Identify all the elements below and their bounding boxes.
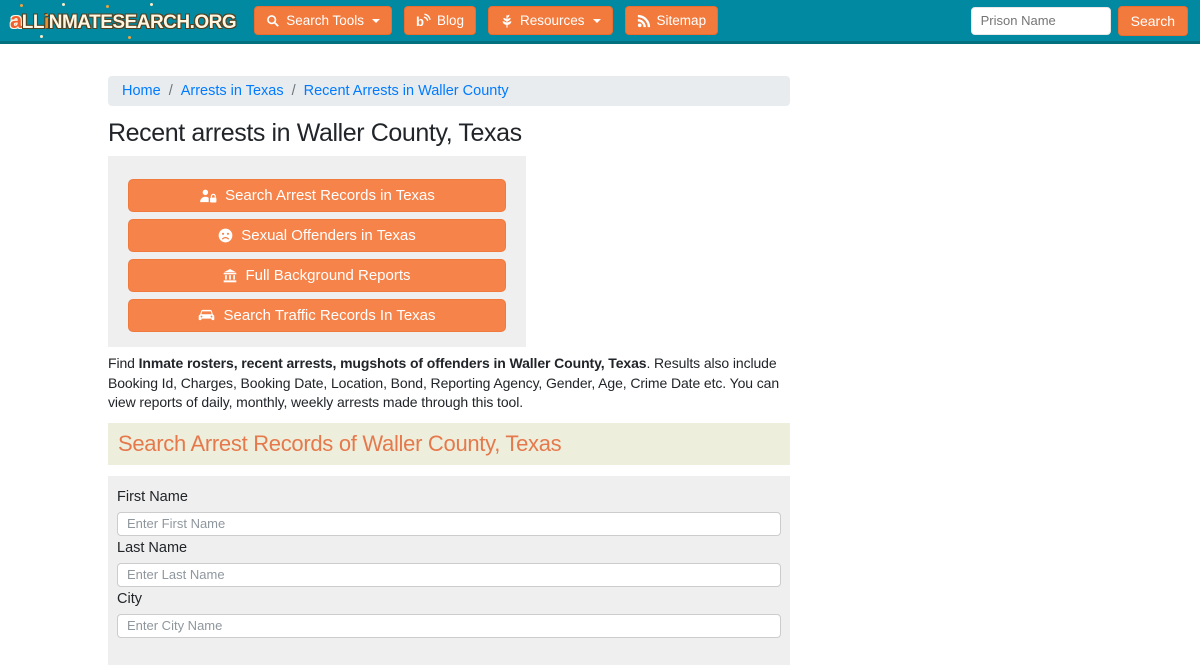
navbar-search-group — [971, 6, 1190, 36]
full-background-reports-button[interactable] — [128, 259, 506, 292]
frown-face-icon — [218, 228, 233, 243]
intro-paragraph — [108, 354, 790, 413]
top-navbar — [0, 0, 1200, 44]
chevron-down-icon — [593, 19, 601, 23]
prison-name-input[interactable] — [971, 7, 1111, 35]
breadcrumb-separator: / — [168, 83, 173, 99]
quick-link-label: Sexual Offenders in Texas — [241, 227, 416, 244]
breadcrumb — [108, 76, 790, 106]
nav-button-blog[interactable] — [404, 6, 476, 35]
quick-link-label: Search Arrest Records in Texas — [225, 187, 435, 204]
nav-button-label: Sitemap — [656, 13, 707, 28]
site-logo[interactable] — [10, 7, 237, 33]
form-group-last-name — [117, 540, 781, 587]
quick-link-label: Full Background Reports — [245, 267, 411, 284]
car-icon — [198, 309, 215, 322]
pagelines-icon — [500, 14, 514, 28]
logo-dot — [40, 35, 43, 38]
quick-link-label: Search Traffic Records In Texas — [223, 307, 436, 324]
intro-bold: Inmate rosters, recent arrests, mugshots of offenders in Waller County, Texas — [138, 355, 647, 371]
sexual-offenders-button[interactable] — [128, 219, 506, 252]
last-name-input[interactable] — [117, 563, 781, 587]
intro-rest: . Results also include Booking Id, Charges, Booking Date, Location, Bond, Reporting Agency, Gender, Age, Crime Date etc. You can view reports of daily, monthly, weekly arrests made through this tool. — [108, 355, 780, 410]
first-name-input[interactable] — [117, 512, 781, 536]
user-lock-icon — [199, 189, 217, 203]
search-traffic-records-button[interactable] — [128, 299, 506, 332]
search-section-heading: Search Arrest Records of Waller County, Texas — [118, 430, 562, 456]
search-section-heading-bar — [108, 423, 790, 465]
breadcrumb-link-recent-arrests-waller[interactable]: Recent Arrests in Waller County — [303, 83, 509, 99]
nav-button-search-tools[interactable] — [254, 6, 392, 35]
first-name-label: First Name — [117, 488, 188, 505]
breadcrumb-link-home[interactable]: Home — [122, 83, 161, 99]
quick-links-panel — [108, 156, 526, 347]
form-group-first-name — [117, 489, 781, 536]
logo-dot — [106, 5, 109, 8]
search-arrest-records-button[interactable] — [128, 179, 506, 212]
city-input[interactable] — [117, 614, 781, 638]
nav-button-label: Search Tools — [286, 13, 364, 28]
nav-button-sitemap[interactable] — [625, 6, 719, 35]
nav-button-label: Blog — [436, 13, 465, 28]
logo-text: LL — [21, 11, 44, 33]
last-name-label: Last Name — [117, 539, 188, 556]
logo-dot — [20, 4, 23, 7]
logo-text: NMATESEARCH.ORG — [48, 11, 237, 33]
logo-text: a — [10, 7, 22, 33]
landmark-icon — [223, 269, 237, 283]
svg-text:b: b — [415, 14, 424, 28]
navbar-search-button[interactable]: Search — [1118, 6, 1188, 36]
blog-icon — [416, 13, 431, 28]
nav-button-resources[interactable] — [488, 6, 613, 35]
intro-prefix: Find — [108, 355, 139, 371]
page-title: Recent arrests in Waller County, Texas — [108, 119, 522, 147]
breadcrumb-separator: / — [291, 83, 296, 99]
rss-icon — [637, 14, 651, 28]
city-label: City — [117, 590, 142, 607]
logo-dot — [150, 3, 153, 6]
arrest-search-form — [108, 476, 790, 665]
logo-dot — [128, 36, 131, 39]
search-icon — [266, 14, 280, 28]
nav-button-label: Resources — [520, 13, 585, 28]
form-group-city — [117, 591, 781, 638]
logo-dot — [62, 3, 65, 6]
chevron-down-icon — [372, 19, 380, 23]
logo-prisoner-glyph: i — [43, 11, 49, 33]
breadcrumb-link-arrests-in-texas[interactable]: Arrests in Texas — [180, 83, 284, 99]
main-content — [108, 76, 790, 665]
